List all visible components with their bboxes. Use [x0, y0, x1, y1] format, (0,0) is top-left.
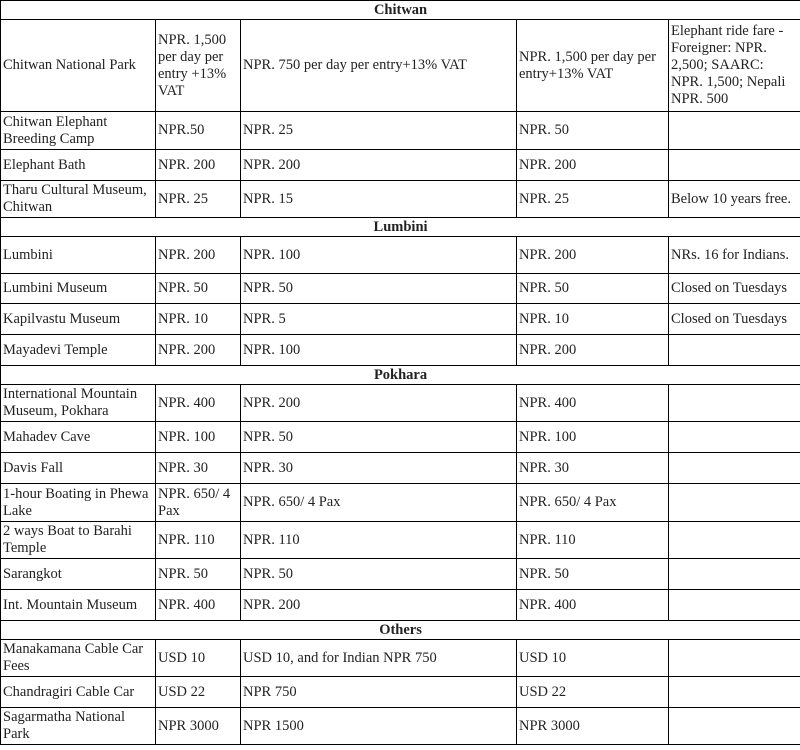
remarks-cell	[669, 335, 800, 366]
remarks-cell	[669, 484, 800, 522]
fee-foreigner-cell: NPR. 10	[156, 304, 241, 335]
fee-foreigner-cell: NPR.50	[156, 112, 241, 150]
fee-foreigner-cell: USD 10	[156, 640, 241, 677]
fee-other-cell: NPR. 50	[517, 559, 669, 590]
remarks-cell: Closed on Tuesdays	[669, 274, 800, 304]
remarks-cell	[669, 559, 800, 590]
place-cell: Int. Mountain Museum	[1, 590, 156, 621]
section-header-others	[1, 621, 800, 640]
place-cell: International Mountain Museum, Pokhara	[1, 385, 156, 422]
fee-saarc-cell: NPR. 30	[241, 453, 517, 484]
fee-saarc-cell: NPR. 5	[241, 304, 517, 335]
table-row	[1, 522, 800, 559]
fee-other-cell: NPR 3000	[517, 708, 669, 745]
remarks-cell	[669, 708, 800, 745]
remarks-cell	[669, 522, 800, 559]
table-row	[1, 590, 800, 621]
fee-other-cell: NPR. 10	[517, 304, 669, 335]
remarks-cell	[669, 112, 800, 150]
place-cell: Mahadev Cave	[1, 422, 156, 453]
fee-saarc-cell: NPR. 200	[241, 590, 517, 621]
remarks-cell: Elephant ride fare - Foreigner: NPR. 2,500; SAARC: NPR. 1,500; Nepali NPR. 500	[669, 20, 800, 112]
fee-foreigner-cell: NPR. 200	[156, 237, 241, 274]
fee-saarc-cell: NPR 1500	[241, 708, 517, 745]
place-cell: Sagarmatha National Park	[1, 708, 156, 745]
place-cell: Davis Fall	[1, 453, 156, 484]
table-row	[1, 385, 800, 422]
place-cell: Lumbini Museum	[1, 274, 156, 304]
place-cell: Elephant Bath	[1, 150, 156, 181]
fee-other-cell: NPR. 110	[517, 522, 669, 559]
fee-saarc-cell: NPR. 750 per day per entry+13% VAT	[241, 20, 517, 112]
remarks-cell	[669, 677, 800, 708]
fee-foreigner-cell: NPR. 30	[156, 453, 241, 484]
fee-foreigner-cell: NPR. 200	[156, 335, 241, 366]
table-row	[1, 453, 800, 484]
fee-saarc-cell: NPR. 15	[241, 181, 517, 218]
fee-saarc-cell: NPR. 50	[241, 274, 517, 304]
fee-other-cell: NPR. 200	[517, 335, 669, 366]
table-row	[1, 708, 800, 745]
table-row	[1, 677, 800, 708]
fee-foreigner-cell: NPR. 110	[156, 522, 241, 559]
place-cell: 1-hour Boating in Phewa Lake	[1, 484, 156, 522]
fee-other-cell: NPR. 200	[517, 150, 669, 181]
remarks-cell	[669, 590, 800, 621]
remarks-cell: NRs. 16 for Indians.	[669, 237, 800, 274]
fee-saarc-cell: NPR. 650/ 4 Pax	[241, 484, 517, 522]
fee-foreigner-cell: NPR. 1,500 per day per entry +13% VAT	[156, 20, 241, 112]
remarks-cell	[669, 640, 800, 677]
place-cell: Chandragiri Cable Car	[1, 677, 156, 708]
fee-saarc-cell: NPR. 200	[241, 385, 517, 422]
fee-foreigner-cell: NPR. 25	[156, 181, 241, 218]
fee-other-cell: NPR. 25	[517, 181, 669, 218]
remarks-cell	[669, 422, 800, 453]
fee-other-cell: NPR. 30	[517, 453, 669, 484]
fee-other-cell: NPR. 1,500 per day per entry+13% VAT	[517, 20, 669, 112]
table-row	[1, 484, 800, 522]
fee-saarc-cell: NPR. 100	[241, 335, 517, 366]
section-header-lumbini	[1, 218, 800, 237]
remarks-cell: Closed on Tuesdays	[669, 304, 800, 335]
fee-foreigner-cell: NPR. 200	[156, 150, 241, 181]
place-cell: Kapilvastu Museum	[1, 304, 156, 335]
remarks-cell	[669, 150, 800, 181]
remarks-cell	[669, 385, 800, 422]
fee-foreigner-cell: NPR. 400	[156, 590, 241, 621]
place-cell: 2 ways Boat to Barahi Temple	[1, 522, 156, 559]
table-row	[1, 422, 800, 453]
fee-saarc-cell: NPR 750	[241, 677, 517, 708]
table-row	[1, 112, 800, 150]
fee-other-cell: NPR. 400	[517, 385, 669, 422]
table-row	[1, 335, 800, 366]
fee-foreigner-cell: NPR. 100	[156, 422, 241, 453]
fee-saarc-cell: NPR. 50	[241, 422, 517, 453]
table-row	[1, 181, 800, 218]
fee-saarc-cell: NPR. 50	[241, 559, 517, 590]
place-cell: Sarangkot	[1, 559, 156, 590]
table-row	[1, 559, 800, 590]
place-cell: Tharu Cultural Museum, Chitwan	[1, 181, 156, 218]
section-title: Lumbini	[1, 218, 800, 237]
fee-other-cell: NPR. 100	[517, 422, 669, 453]
place-cell: Mayadevi Temple	[1, 335, 156, 366]
table-row	[1, 274, 800, 304]
place-cell: Manakamana Cable Car Fees	[1, 640, 156, 677]
section-header-chitwan	[1, 1, 800, 20]
fee-saarc-cell: NPR. 100	[241, 237, 517, 274]
fee-other-cell: NPR. 50	[517, 112, 669, 150]
table-row	[1, 640, 800, 677]
remarks-cell: Below 10 years free.	[669, 181, 800, 218]
fee-other-cell: NPR. 50	[517, 274, 669, 304]
section-header-pokhara	[1, 366, 800, 385]
fee-other-cell: NPR. 200	[517, 237, 669, 274]
section-title: Pokhara	[1, 366, 800, 385]
place-cell: Chitwan National Park	[1, 20, 156, 112]
fee-foreigner-cell: NPR. 650/ 4 Pax	[156, 484, 241, 522]
section-title: Others	[1, 621, 800, 640]
fee-saarc-cell: NPR. 25	[241, 112, 517, 150]
fee-foreigner-cell: NPR. 50	[156, 274, 241, 304]
fee-saarc-cell: USD 10, and for Indian NPR 750	[241, 640, 517, 677]
table-row	[1, 20, 800, 112]
fee-foreigner-cell: NPR. 400	[156, 385, 241, 422]
section-title: Chitwan	[1, 1, 800, 20]
fee-other-cell: NPR. 650/ 4 Pax	[517, 484, 669, 522]
place-cell: Chitwan Elephant Breeding Camp	[1, 112, 156, 150]
place-cell: Lumbini	[1, 237, 156, 274]
fee-saarc-cell: NPR. 200	[241, 150, 517, 181]
table-row	[1, 150, 800, 181]
fee-foreigner-cell: NPR 3000	[156, 708, 241, 745]
table-row	[1, 304, 800, 335]
table-row	[1, 237, 800, 274]
remarks-cell	[669, 453, 800, 484]
fee-other-cell: NPR. 400	[517, 590, 669, 621]
fee-saarc-cell: NPR. 110	[241, 522, 517, 559]
fee-foreigner-cell: NPR. 50	[156, 559, 241, 590]
fee-other-cell: USD 22	[517, 677, 669, 708]
fee-other-cell: USD 10	[517, 640, 669, 677]
fee-foreigner-cell: USD 22	[156, 677, 241, 708]
